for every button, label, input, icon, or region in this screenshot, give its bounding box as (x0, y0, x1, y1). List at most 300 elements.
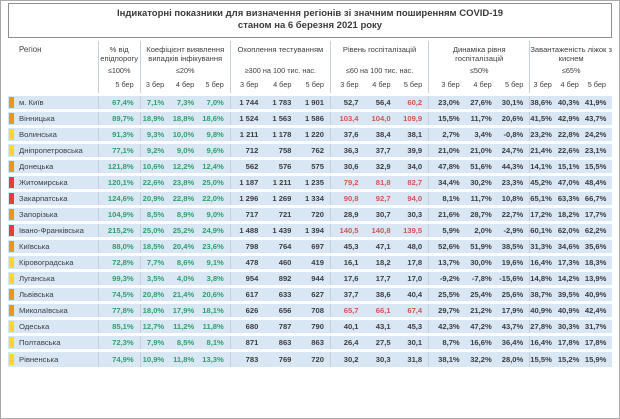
value-cell: 35,6% (584, 242, 607, 251)
value-cell: 10,0% (172, 130, 195, 139)
region-name: Волинська (19, 130, 57, 139)
threshold-detection: ≤20% (140, 63, 230, 77)
value-cell: 104,0 (371, 114, 391, 123)
region-name: Вінницька (19, 114, 55, 123)
value-cell: 419 (311, 258, 324, 267)
value-cell: 36,4% (501, 338, 524, 347)
region-status-indicator (9, 321, 14, 332)
value-cell: 31,7% (584, 322, 607, 331)
value-cell: 1 178 (272, 130, 292, 139)
value-cell: 16,1 (330, 255, 364, 271)
value-cell: 32,9 (375, 162, 391, 171)
value-cell: 769 (278, 354, 292, 364)
value-cell: 43,7% (584, 114, 607, 123)
value-cell: 38,6% (530, 95, 558, 111)
value-cell: -15,6% (499, 274, 524, 283)
value-cell: 14,1% (530, 159, 558, 175)
region-name: Івано-Франківська (19, 226, 84, 235)
value-cell: 60,1% (530, 223, 558, 239)
value-cell: 18,2 (375, 258, 391, 267)
value-cell: 17,8 (407, 258, 423, 267)
value-cell: 10,6% (140, 159, 170, 175)
threshold-oxygen-beds: ≤65% (530, 63, 612, 77)
column-header-epid-threshold-pct: % від епідпорогу (98, 41, 140, 63)
table-row (8, 223, 612, 239)
region-wrap (9, 129, 98, 140)
value-cell: 23,0% (429, 95, 466, 111)
region-name: Львівська (19, 290, 54, 299)
value-cell: 1 744 (230, 95, 264, 111)
value-cell: 27,6% (470, 98, 492, 107)
indicators-table (8, 41, 612, 367)
value-cell: 48,4% (584, 178, 607, 187)
region-wrap (9, 225, 98, 236)
value-cell: 656 (278, 306, 292, 315)
value-cell: 124,6% (98, 191, 140, 207)
value-cell: 12,4% (202, 162, 224, 171)
value-cell: 62,0% (557, 226, 580, 235)
value-cell: 15,5% (530, 351, 558, 367)
value-cell: 34,6% (557, 242, 580, 251)
region-wrap (9, 289, 98, 300)
value-cell: 23,1% (584, 146, 607, 155)
value-cell: 8,1% (429, 191, 466, 207)
table-row (8, 335, 612, 351)
value-cell: 16,6% (470, 338, 492, 347)
region-cell (8, 111, 98, 127)
table-row (8, 239, 612, 255)
region-wrap (9, 321, 98, 332)
value-cell: 1 334 (304, 194, 324, 203)
value-cell: 47,0% (557, 178, 580, 187)
value-cell: 1 269 (272, 194, 292, 203)
value-cell: 20,9% (140, 191, 170, 207)
region-name: Рівненська (19, 354, 59, 364)
value-cell: 20,4% (172, 242, 195, 251)
value-cell: 215,2% (98, 223, 140, 239)
region-cell (8, 351, 98, 367)
threshold-row (8, 63, 612, 77)
value-cell: 67,4 (407, 306, 423, 315)
region-name: Кіровоградська (19, 258, 74, 267)
region-wrap (9, 273, 98, 284)
value-cell: 38,1 (407, 130, 423, 139)
value-cell: -9,2% (429, 271, 466, 287)
value-cell: 25,6% (501, 290, 524, 299)
date-header: 5 бер (200, 77, 230, 95)
value-cell: 1 563 (272, 114, 292, 123)
value-cell: 17,0 (407, 274, 423, 283)
region-name: Дніпропетровська (19, 146, 83, 155)
report-title-line-2: станом на 6 березня 2021 року (237, 20, 383, 31)
value-cell: 18,1% (202, 306, 224, 315)
value-cell: 627 (311, 290, 324, 299)
value-cell: 1 439 (272, 226, 292, 235)
date-header: 3 бер (530, 77, 558, 95)
region-status-indicator (9, 273, 14, 284)
date-header: 4 бер (558, 77, 585, 95)
value-cell: 45,3 (407, 322, 423, 331)
region-status-indicator (9, 113, 14, 124)
value-cell: 16,4% (530, 255, 558, 271)
value-cell: 562 (230, 159, 264, 175)
value-cell: 65,7 (330, 303, 364, 319)
region-status-indicator (9, 289, 14, 300)
region-name: Київська (19, 242, 50, 251)
value-cell: 79,2 (330, 175, 364, 191)
value-cell: 1 220 (304, 130, 324, 139)
value-cell: 1 211 (230, 127, 264, 143)
value-cell: 140,8 (371, 226, 391, 235)
value-cell: 62,2% (584, 226, 607, 235)
value-cell: 19,6% (501, 258, 524, 267)
value-cell: 41,9% (584, 98, 607, 107)
value-cell: -0,8% (503, 130, 524, 139)
value-cell: 140,5 (330, 223, 364, 239)
value-cell: 626 (230, 303, 264, 319)
value-cell: 22,8% (557, 130, 580, 139)
region-cell (8, 143, 98, 159)
region-wrap (9, 337, 98, 348)
region-cell (8, 239, 98, 255)
value-cell: 954 (230, 271, 264, 287)
value-cell: 43,1 (375, 322, 391, 331)
value-cell: 708 (311, 306, 324, 315)
date-header: 3 бер (429, 77, 466, 95)
value-cell: 52,6% (429, 239, 466, 255)
table-header (8, 41, 612, 95)
value-cell: 40,9% (530, 303, 558, 319)
value-cell: 944 (311, 274, 324, 283)
value-cell: 31,8 (407, 354, 423, 364)
date-header: 3 бер (140, 77, 170, 95)
region-cell (8, 335, 98, 351)
table-row (8, 175, 612, 191)
value-cell: 17,3% (557, 258, 580, 267)
value-cell: 17,6 (330, 271, 364, 287)
value-cell: 7,1% (140, 95, 170, 111)
region-status-indicator (9, 354, 14, 365)
value-cell: 56,4 (375, 98, 391, 107)
value-cell: 717 (230, 207, 264, 223)
value-cell: 787 (278, 322, 292, 331)
value-cell: 30,3 (375, 354, 391, 364)
value-cell: 99,3% (98, 271, 140, 287)
region-wrap (9, 209, 98, 220)
value-cell: 798 (230, 239, 264, 255)
value-cell: 25,0% (140, 223, 170, 239)
value-cell: 15,5% (429, 111, 466, 127)
value-cell: 17,9% (172, 306, 195, 315)
value-cell: 30,1% (501, 98, 524, 107)
value-cell: 66,1 (375, 306, 391, 315)
date-header: 5 бер (397, 77, 429, 95)
value-cell: -2,9% (503, 226, 524, 235)
value-cell: 103,4 (330, 111, 364, 127)
value-cell: 13,9% (584, 274, 607, 283)
threshold-hospitalization: ≤60 на 100 тис. нас. (330, 63, 428, 77)
value-cell: 758 (278, 146, 292, 155)
value-cell: 16,4% (530, 335, 558, 351)
value-cell: 18,5% (140, 239, 170, 255)
region-cell (8, 223, 98, 239)
value-cell: 11,8% (202, 322, 224, 331)
value-cell: 15,5% (584, 162, 607, 171)
value-cell: 77,8% (98, 303, 140, 319)
value-cell: 7,7% (140, 255, 170, 271)
region-name: Закарпатська (19, 194, 68, 203)
value-cell: 15,9% (584, 354, 607, 364)
region-cell (8, 207, 98, 223)
value-cell: 575 (311, 162, 324, 171)
value-cell: 7,9% (140, 335, 170, 351)
value-cell: 3,8% (206, 274, 224, 283)
threshold-dynamics: ≤50% (429, 63, 530, 77)
value-cell: 1 296 (230, 191, 264, 207)
value-cell: 74,5% (98, 287, 140, 303)
region-cell (8, 127, 98, 143)
value-cell: 1 235 (304, 178, 324, 187)
value-cell: 18,0% (140, 303, 170, 319)
value-cell: 90,8 (330, 191, 364, 207)
value-cell: 121,8% (98, 159, 140, 175)
value-cell: 39,5% (557, 290, 580, 299)
value-cell: 47,2% (470, 322, 492, 331)
region-status-indicator (9, 337, 14, 348)
report-title-line-1: Індикаторні показники для визначення регіонів зі значним поширенням COVID-19 (116, 8, 504, 19)
region-status-indicator (9, 145, 14, 156)
value-cell: 28,7% (470, 210, 492, 219)
value-cell: 20,8% (140, 287, 170, 303)
value-cell: 21,4% (172, 290, 195, 299)
value-cell: 37,6 (330, 127, 364, 143)
table-row (8, 95, 612, 111)
value-cell: 1 394 (304, 226, 324, 235)
region-status-indicator (9, 193, 14, 204)
value-cell: 11,7% (470, 194, 492, 203)
value-cell: 40,9% (557, 306, 580, 315)
value-cell: 91,3% (98, 127, 140, 143)
table-row (8, 191, 612, 207)
value-cell: 720 (311, 210, 324, 219)
value-cell: 5,9% (429, 223, 466, 239)
region-name: Полтавська (19, 338, 61, 347)
region-cell (8, 191, 98, 207)
value-cell: 22,7% (501, 210, 524, 219)
region-wrap (9, 161, 98, 172)
value-cell: 34,4% (429, 175, 466, 191)
value-cell: 633 (278, 290, 292, 299)
region-cell (8, 271, 98, 287)
value-cell: 20,6% (202, 290, 224, 299)
value-cell: 38,7% (530, 287, 558, 303)
region-cell (8, 175, 98, 191)
value-cell: 8,7% (429, 335, 466, 351)
region-status-indicator (9, 97, 14, 108)
value-cell: 17,9% (501, 306, 524, 315)
region-status-indicator (9, 305, 14, 316)
region-wrap (9, 354, 98, 365)
value-cell: 36,3 (330, 143, 364, 159)
value-cell: 712 (230, 143, 264, 159)
value-cell: 51,6% (470, 162, 492, 171)
value-cell: 41,5% (530, 111, 558, 127)
threshold-testing: ≥300 на 100 тис. нас. (230, 63, 330, 77)
value-cell: 25,0% (202, 178, 224, 187)
value-cell: 52,7 (330, 95, 364, 111)
column-header-region: Регіон (19, 45, 42, 54)
region-name: м. Київ (19, 98, 44, 107)
value-cell: 72,8% (98, 255, 140, 271)
value-cell: 15,1% (557, 162, 580, 171)
value-cell: 1 524 (230, 111, 264, 127)
value-cell: 12,2% (172, 162, 195, 171)
region-status-indicator (9, 209, 14, 220)
report-title-box (8, 3, 612, 38)
value-cell: 13,3% (202, 354, 224, 364)
date-header: 5 бер (498, 77, 530, 95)
value-cell: 4,0% (176, 274, 195, 283)
value-cell: 40,4 (407, 290, 423, 299)
value-cell: 47,1 (375, 242, 391, 251)
value-cell: 21,2% (470, 306, 492, 315)
value-cell: 12,7% (140, 319, 170, 335)
value-cell: 28,0% (501, 354, 524, 364)
value-cell: 37,7 (330, 287, 364, 303)
value-cell: 10,8% (501, 194, 524, 203)
region-cell (8, 303, 98, 319)
table-row (8, 351, 612, 367)
table-body (8, 95, 612, 367)
value-cell: 1 901 (304, 98, 324, 107)
value-cell: 40,9% (584, 290, 607, 299)
region-name: Миколаївська (19, 306, 68, 315)
threshold-epid: ≤100% (98, 63, 140, 77)
date-header: 4 бер (365, 77, 397, 95)
value-cell: 14,8% (530, 271, 558, 287)
value-cell: 3,4% (474, 130, 492, 139)
value-cell: 8,5% (140, 207, 170, 223)
value-cell: 120,1% (98, 175, 140, 191)
value-cell: 871 (230, 335, 264, 351)
value-cell: 20,6% (501, 114, 524, 123)
value-cell: 11,7% (470, 114, 492, 123)
value-cell: 762 (311, 146, 324, 155)
value-cell: 1 187 (230, 175, 264, 191)
value-cell: 43,7% (501, 322, 524, 331)
value-cell: 790 (311, 322, 324, 331)
value-cell: 82,7 (407, 178, 423, 187)
value-cell: 139,5 (403, 226, 423, 235)
region-wrap (9, 241, 98, 252)
value-cell: 22,8% (172, 194, 195, 203)
value-cell: 18,2% (557, 210, 580, 219)
value-cell: 25,2% (172, 226, 195, 235)
value-cell: 30,0% (470, 258, 492, 267)
value-cell: 28,9 (330, 207, 364, 223)
value-cell: 47,8% (429, 159, 466, 175)
region-name: Житомирська (19, 178, 68, 187)
region-wrap (9, 145, 98, 156)
value-cell: 17,7% (584, 210, 607, 219)
value-cell: 92,7 (375, 194, 391, 203)
value-cell: 8,9% (176, 210, 195, 219)
region-wrap (9, 193, 98, 204)
value-cell: 18,3% (584, 258, 607, 267)
value-cell: 89,7% (98, 111, 140, 127)
value-cell: 38,4 (375, 130, 391, 139)
value-cell: 34,0 (407, 162, 423, 171)
value-cell: 1 488 (230, 223, 264, 239)
value-cell: 23,3% (501, 178, 524, 187)
value-cell: 7,0% (206, 98, 224, 107)
value-cell: 25,5% (429, 287, 466, 303)
region-cell (8, 159, 98, 175)
column-header-hospitalization-level: Рівень госпіталізацій (330, 41, 428, 63)
value-cell: 783 (230, 351, 264, 367)
value-cell: 764 (278, 242, 292, 251)
value-cell: 23,8% (172, 178, 195, 187)
value-cell: 863 (311, 338, 324, 347)
value-cell: 680 (230, 319, 264, 335)
value-cell: 1 586 (304, 114, 324, 123)
value-cell: 18,8% (172, 114, 195, 123)
value-cell: 109,9 (403, 114, 423, 123)
value-cell: 11,8% (173, 354, 195, 364)
value-cell: 45,2% (530, 175, 558, 191)
value-cell: 29,7% (429, 303, 466, 319)
region-cell (8, 255, 98, 271)
column-header-testing-coverage: Охоплення тестуванням (230, 41, 330, 63)
region-status-indicator (9, 241, 14, 252)
value-cell: 13,7% (429, 255, 466, 271)
value-cell: 38,5% (501, 242, 524, 251)
date-header: 4 бер (170, 77, 200, 95)
region-cell (8, 95, 98, 111)
value-cell: 17,8% (584, 338, 607, 347)
table-row (8, 111, 612, 127)
value-cell: 863 (278, 338, 292, 347)
region-wrap (9, 177, 98, 188)
region-status-indicator (9, 161, 14, 172)
value-cell: 22,6% (557, 146, 580, 155)
table-row (8, 319, 612, 335)
date-header: 3 бер (230, 77, 264, 95)
value-cell: 11,2% (173, 322, 195, 331)
column-header-oxygen-beds-occupancy: Завантаженість ліжок з киснем (530, 41, 612, 63)
value-cell: 31,3% (530, 239, 558, 255)
region-status-indicator (9, 225, 14, 236)
date-header: 5 бер (585, 77, 612, 95)
dates-row (8, 77, 612, 95)
value-cell: 22,6% (140, 175, 170, 191)
value-cell: 460 (278, 258, 292, 267)
value-cell: 30,3% (557, 322, 580, 331)
value-cell: 42,4% (584, 306, 607, 315)
value-cell: 9,0% (206, 210, 224, 219)
value-cell: 24,2% (584, 130, 607, 139)
table-row (8, 255, 612, 271)
region-wrap (9, 113, 98, 124)
value-cell: 104,9% (98, 207, 140, 223)
value-cell: 23,2% (530, 127, 558, 143)
date-header: 4 бер (264, 77, 297, 95)
value-cell: 7,3% (176, 98, 195, 107)
column-header-hospitalization-dynamics: Динаміка рівня госпіталізацій (429, 41, 530, 63)
value-cell: 24,9% (202, 226, 224, 235)
value-cell: 21,0% (470, 146, 492, 155)
region-wrap (9, 305, 98, 316)
